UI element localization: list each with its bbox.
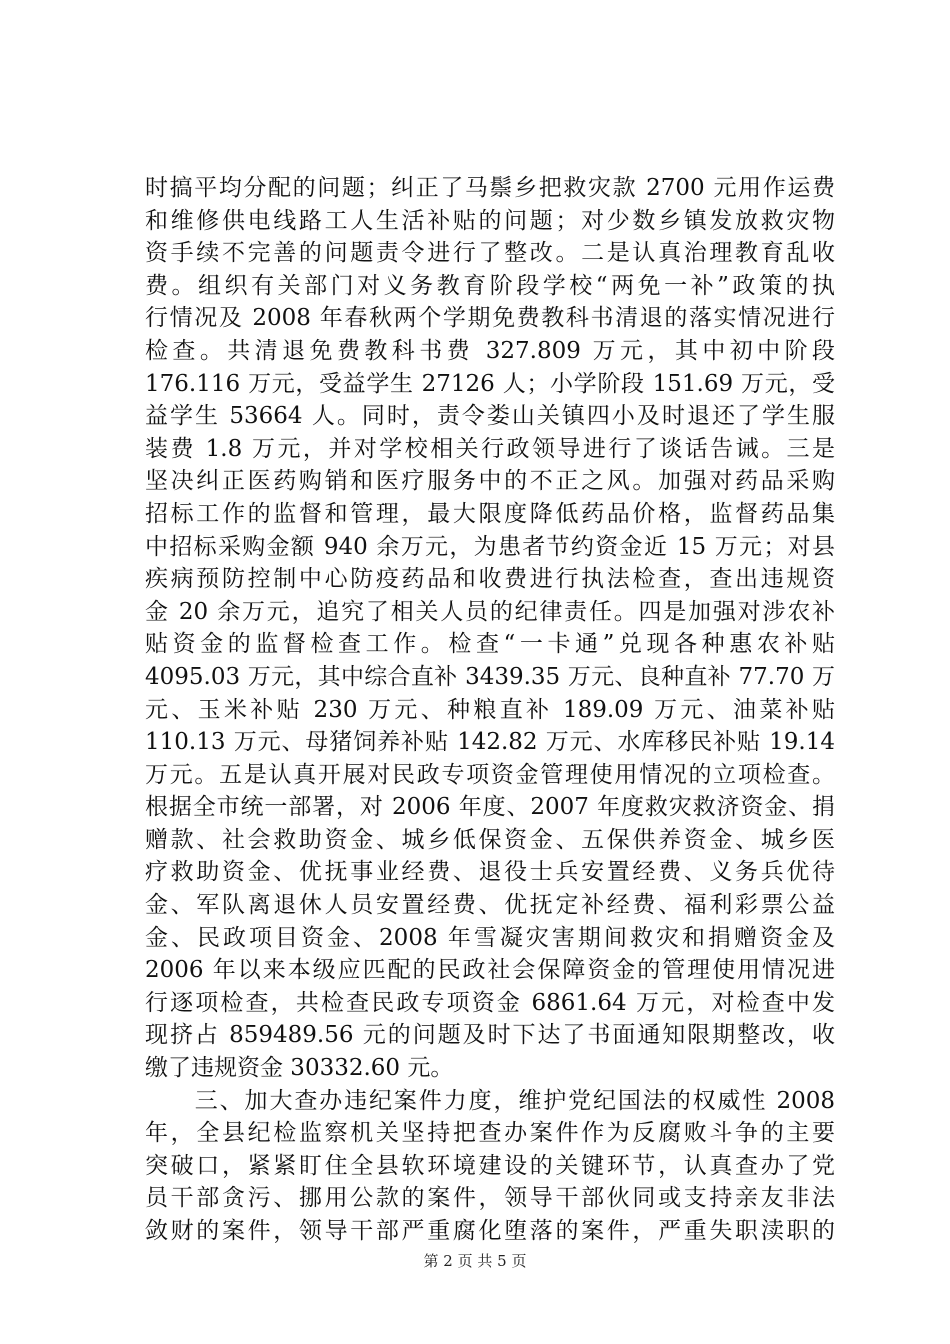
- text-line: 金、军队离退休人员安置经费、优抚定补经费、福利彩票公益: [145, 892, 835, 919]
- text-line: 资手续不完善的问题责令进行了整改。二是认真治理教育乱收: [145, 240, 835, 267]
- text-line: 疾病预防控制中心防疫药品和收费进行执法检查，查出违规资: [145, 566, 835, 593]
- text-line: 装费 1.8 万元，并对学校相关行政领导进行了谈话告诫。三是: [145, 435, 835, 462]
- text-line: 现挤占 859489.56 元的问题及时下达了书面通知限期整改，收: [145, 1022, 835, 1049]
- text-line: 三、加大查办违纪案件力度，维护党纪国法的权威性 2008: [145, 1087, 835, 1114]
- text-line: 益学生 53664 人。同时，责令娄山关镇四小及时退还了学生服: [145, 403, 835, 430]
- text-line: 费。组织有关部门对义务教育阶段学校“两免一补”政策的执: [145, 272, 835, 299]
- text-line: 赠款、社会救助资金、城乡低保资金、五保供养资金、城乡医: [145, 826, 835, 853]
- text-line: 贴资金的监督检查工作。检查“一卡通”兑现各种惠农补贴: [145, 631, 835, 658]
- text-line: 2006 年以来本级应匹配的民政社会保障资金的管理使用情况进: [145, 957, 835, 984]
- text-line: 疗救助资金、优抚事业经费、退役士兵安置经费、义务兵优待: [145, 859, 835, 886]
- document-body: [145, 172, 835, 1248]
- text-line: 110.13 万元、母猪饲养补贴 142.82 万元、水库移民补贴 19.14: [145, 729, 835, 756]
- text-line: 检查。共清退免费教科书费 327.809 万元，其中初中阶段: [145, 337, 835, 364]
- page-footer: 第 2 页 共 5 页: [423, 1252, 527, 1270]
- text-line: 行逐项检查，共检查民政专项资金 6861.64 万元，对检查中发: [145, 989, 835, 1016]
- text-line: 坚决纠正医药购销和医疗服务中的不正之风。加强对药品采购: [145, 468, 835, 495]
- text-line: 员干部贪污、挪用公款的案件，领导干部伙同或支持亲友非法: [145, 1185, 835, 1212]
- text-line: 年，全县纪检监察机关坚持把查办案件作为反腐败斗争的主要: [145, 1120, 835, 1147]
- text-line: 时搞平均分配的问题；纠正了马鬃乡把救灾款 2700 元用作运费: [145, 175, 835, 201]
- text-line: 突破口，紧紧盯住全县软环境建设的关键环节，认真查办了党: [145, 1152, 835, 1179]
- text-line: 和维修供电线路工人生活补贴的问题；对少数乡镇发放救灾物: [145, 207, 835, 234]
- text-line: 行情况及 2008 年春秋两个学期免费教科书清退的落实情况进行: [145, 305, 835, 332]
- text-line: 缴了违规资金 30332.60 元。: [145, 1055, 454, 1082]
- text-line: 中招标采购金额 940 余万元，为患者节约资金近 15 万元；对县: [145, 533, 835, 560]
- text-line: 金、民政项目资金、2008 年雪凝灾害期间救灾和捐赠资金及: [145, 924, 835, 951]
- text-line: 招标工作的监督和管理，最大限度降低药品价格，监督药品集: [145, 500, 835, 527]
- text-line: 4095.03 万元，其中综合直补 3439.35 万元、良种直补 77.70 万: [145, 663, 835, 690]
- text-line: 万元。五是认真开展对民政专项资金管理使用情况的立项检查。: [145, 761, 835, 788]
- text-line: 176.116 万元，受益学生 27126 人；小学阶段 151.69 万元，受: [145, 370, 835, 397]
- text-line: 根据全市统一部署，对 2006 年度、2007 年度救灾救济资金、捐: [145, 794, 835, 821]
- text-line: 敛财的案件，领导干部严重腐化堕落的案件，严重失职渎职的: [145, 1218, 835, 1244]
- text-line: 金 20 余万元，追究了相关人员的纪律责任。四是加强对涉农补: [145, 598, 835, 625]
- text-line: 元、玉米补贴 230 万元、种粮直补 189.09 万元、油菜补贴: [145, 696, 835, 723]
